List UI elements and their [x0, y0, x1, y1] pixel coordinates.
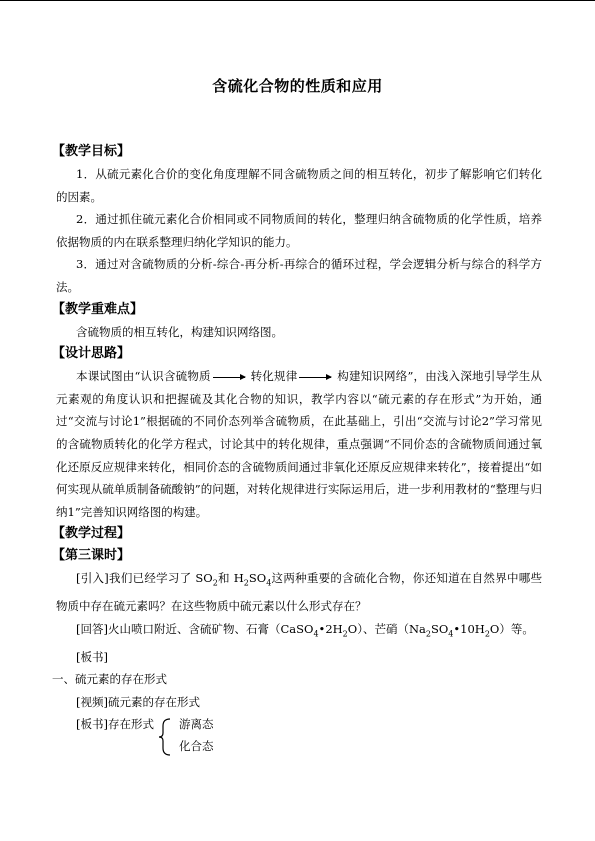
goal-2: 2．通过抓住硫元素化合价相同或不同物质间的转化，整理归纳含硫物质的化学性质，培养依据物质的内在联系整理归纳化学知识的能力。 — [56, 212, 542, 249]
top-rule — [0, 0, 595, 1]
sub-4: 4 — [266, 578, 272, 588]
arrow-icon — [213, 377, 245, 378]
sub-2: 2 — [212, 578, 218, 588]
state-combined: 化合态 — [179, 739, 214, 754]
answer-d: SO — [430, 621, 449, 636]
answer-a: [回答]火山喷口附近、含硫矿物、石膏（CaSO — [76, 621, 314, 636]
heading-process: 【教学过程】 — [52, 526, 131, 542]
page-title: 含硫化合物的性质和应用 — [212, 77, 383, 95]
video-label: [视频]硫元素的存在形式 — [76, 694, 200, 709]
heading-design: 【设计思路】 — [52, 346, 131, 362]
arrow-icon — [299, 377, 331, 378]
existence-forms-diagram — [56, 713, 542, 759]
sub-4: 4 — [313, 629, 319, 639]
state-free: 游离态 — [179, 717, 214, 732]
answer-text — [56, 618, 542, 646]
sub-4: 4 — [448, 629, 454, 639]
intro-c: SO — [248, 571, 267, 586]
design-text-part2: 转化规律 — [250, 369, 298, 384]
goal-3: 3．通过对含硫物质的分析-综合-再分析-再综合的循环过程，学会逻辑分析与综合的科学方法。 — [56, 257, 542, 294]
board-label: [板书] — [76, 649, 108, 664]
goal-1: 1．从硫元素化合价的变化角度理解不同含硫物质之间的相互转化，初步了解影响它们转化的因素。 — [56, 167, 542, 204]
brace-icon — [156, 717, 172, 757]
sub-2: 2 — [243, 578, 249, 588]
heading-goals: 【教学目标】 — [52, 144, 131, 159]
design-text-part1: 本课试图由“认识含硫物质 — [76, 369, 211, 384]
board-existence-form: [板书]存在形式 — [76, 717, 154, 732]
design-text — [56, 365, 542, 523]
heading-key-points: 【教学重难点】 — [52, 301, 144, 317]
part1-title: 一、硫元素的存在形式 — [52, 672, 167, 687]
heading-lesson3: 【第三课时】 — [52, 548, 131, 564]
intro-text — [56, 567, 542, 617]
answer-b: •2H — [318, 621, 343, 636]
intro-b: 和 H — [217, 571, 244, 586]
sub-2: 2 — [342, 629, 348, 639]
answer-c: O）、芒硝（Na — [347, 621, 426, 636]
document-body — [52, 141, 543, 759]
design-text-part3: 构建知识网络”，由浅入深地引导学生从元素观的角度认识和把握硫及其化合物的知识，教学内容以“硫元素的存在形式”为开始，通过“交流与讨论1”根据硫的不同价态列举含硫物质，在此基础上，引出“交流与讨论2”学习常见的含硫物质转化的化学方程式，讨论其中的转化规律，重点强调“不同价态的含硫物质间通过氧化还原反应规律来转化，相同价态的含硫物质间通过非氧化还原反应规律来转化”，接着提出“如何实现从硫单质制备硫酸钠”的问题，对转化规律进行实际运用后，进一步利用教材的“整理与归纳1”完善知识网络图的构建。 — [56, 369, 542, 519]
sub-2: 2 — [484, 629, 490, 639]
answer-e: •10H — [453, 621, 485, 636]
answer-f: O）等。 — [489, 621, 534, 636]
sub-2: 2 — [425, 629, 431, 639]
intro-d: 这两种重要的含硫化合物，你还知道在自然界中哪些物质中存在硫元素吗？在这些物质中硫元素以什么形式存在？ — [56, 571, 543, 614]
key-points-text: 含硫物质的相互转化，构建知识网络图。 — [76, 324, 283, 339]
intro-a: [引入]我们已经学习了 SO — [76, 571, 213, 586]
